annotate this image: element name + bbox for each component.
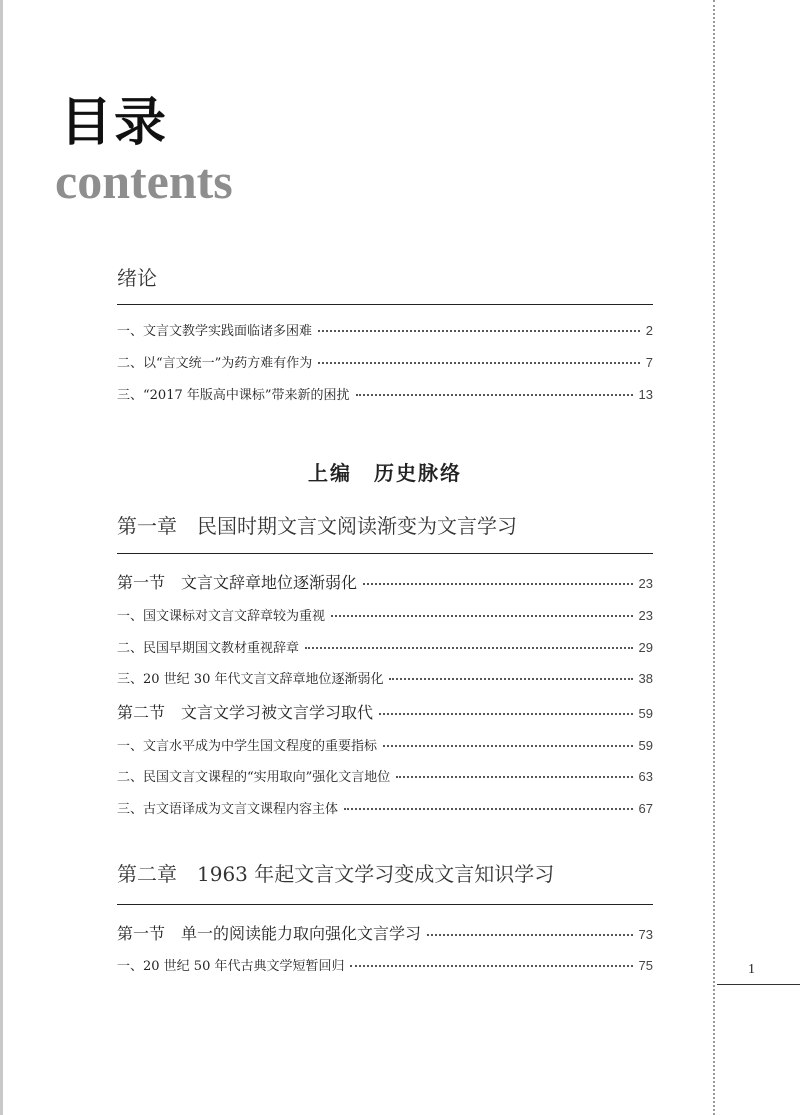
- toc-entry[interactable]: [117, 668, 653, 687]
- toc-entry-title: 二、民国早期国文教材重视辞章: [117, 641, 300, 656]
- toc-section-title: 第一节 文言文辞章地位逐渐弱化: [117, 573, 358, 592]
- toc-entry-title: 一、国文课标对文言文辞章较为重视: [117, 609, 326, 624]
- toc-entry-page: 63: [638, 769, 653, 784]
- toc-entry-title: 一、文言文教学实践面临诸多困难: [117, 324, 313, 339]
- toc-entry-page: 38: [638, 671, 653, 686]
- page-fold-dotted-line: [713, 0, 715, 1115]
- toc-entry-title: 三、20 世纪 30 年代文言文辞章地位逐渐弱化: [117, 672, 384, 687]
- page-number-rule: [717, 984, 800, 985]
- toc-entry-title: 二、民国文言文课程的“实用取向”强化文言地位: [117, 770, 391, 785]
- toc-entry[interactable]: [117, 637, 653, 656]
- toc-entry[interactable]: [117, 605, 653, 624]
- leader-dots: [427, 934, 633, 936]
- leader-dots: [396, 776, 632, 778]
- toc-entry-title: 三、“2017 年版高中课标”带来新的困扰: [117, 388, 350, 403]
- leader-dots: [363, 583, 633, 585]
- toc-entry[interactable]: [117, 735, 653, 754]
- toc-entry-page: 23: [638, 576, 653, 591]
- toc-entry-page: 2: [645, 323, 653, 338]
- toc-entry[interactable]: [117, 766, 653, 785]
- leader-dots: [379, 713, 633, 715]
- toc-entry[interactable]: [117, 384, 653, 403]
- intro-rule: [117, 304, 653, 305]
- intro-heading: 绪论: [117, 266, 157, 290]
- toc-entry-title: 一、文言水平成为中学生国文程度的重要指标: [117, 739, 378, 754]
- page-title-english: contents: [55, 153, 233, 209]
- leader-dots: [383, 745, 633, 747]
- page-number: 1: [748, 962, 755, 977]
- toc-entry-title: 三、古文语译成为文言文课程内容主体: [117, 802, 339, 817]
- toc-entry-page: 59: [638, 738, 653, 753]
- toc-entry-page: 23: [638, 608, 653, 623]
- leader-dots: [331, 615, 633, 617]
- toc-entry-page: 7: [645, 355, 653, 370]
- leader-dots: [305, 647, 633, 649]
- toc-entry-page: 75: [638, 958, 653, 973]
- toc-section-entry[interactable]: [117, 570, 653, 593]
- chapter-rule: [117, 553, 653, 554]
- toc-entry-page: 67: [638, 801, 653, 816]
- toc-entry-page: 13: [638, 387, 653, 402]
- chapter-rule: [117, 904, 653, 905]
- toc-entry[interactable]: [117, 352, 653, 371]
- toc-section-title: 第二节 文言文学习被文言学习取代: [117, 703, 374, 722]
- leader-dots: [318, 330, 640, 332]
- toc-section-entry[interactable]: [117, 921, 653, 944]
- leader-dots: [356, 394, 633, 396]
- intro-heading-block: [117, 262, 653, 291]
- chapter-heading[interactable]: 第二章 1963 年起文言文学习变成文言知识学习: [117, 862, 555, 886]
- leader-dots: [344, 808, 633, 810]
- left-border: [0, 0, 3, 1115]
- toc-entry-page: 59: [638, 706, 653, 721]
- toc-entry-title: 一、20 世纪 50 年代古典文学短暂回归: [117, 959, 345, 974]
- toc-section-title: 第一节 单一的阅读能力取向强化文言学习: [117, 924, 422, 943]
- leader-dots: [318, 362, 639, 364]
- toc-section-entry[interactable]: [117, 700, 653, 723]
- page-title-chinese: 目录: [60, 92, 169, 153]
- toc-entry-page: 73: [638, 927, 653, 942]
- chapter-heading[interactable]: 第一章 民国时期文言文阅读渐变为文言学习: [117, 514, 517, 538]
- part-heading: 上编 历史脉络: [308, 461, 462, 485]
- leader-dots: [389, 678, 632, 680]
- toc-entry-page: 29: [638, 640, 653, 655]
- toc-entry-title: 二、以“言文统一”为药方难有作为: [117, 356, 313, 371]
- toc-entry[interactable]: [117, 320, 653, 339]
- toc-entry[interactable]: [117, 955, 653, 974]
- toc-entry[interactable]: [117, 798, 653, 817]
- leader-dots: [350, 965, 632, 967]
